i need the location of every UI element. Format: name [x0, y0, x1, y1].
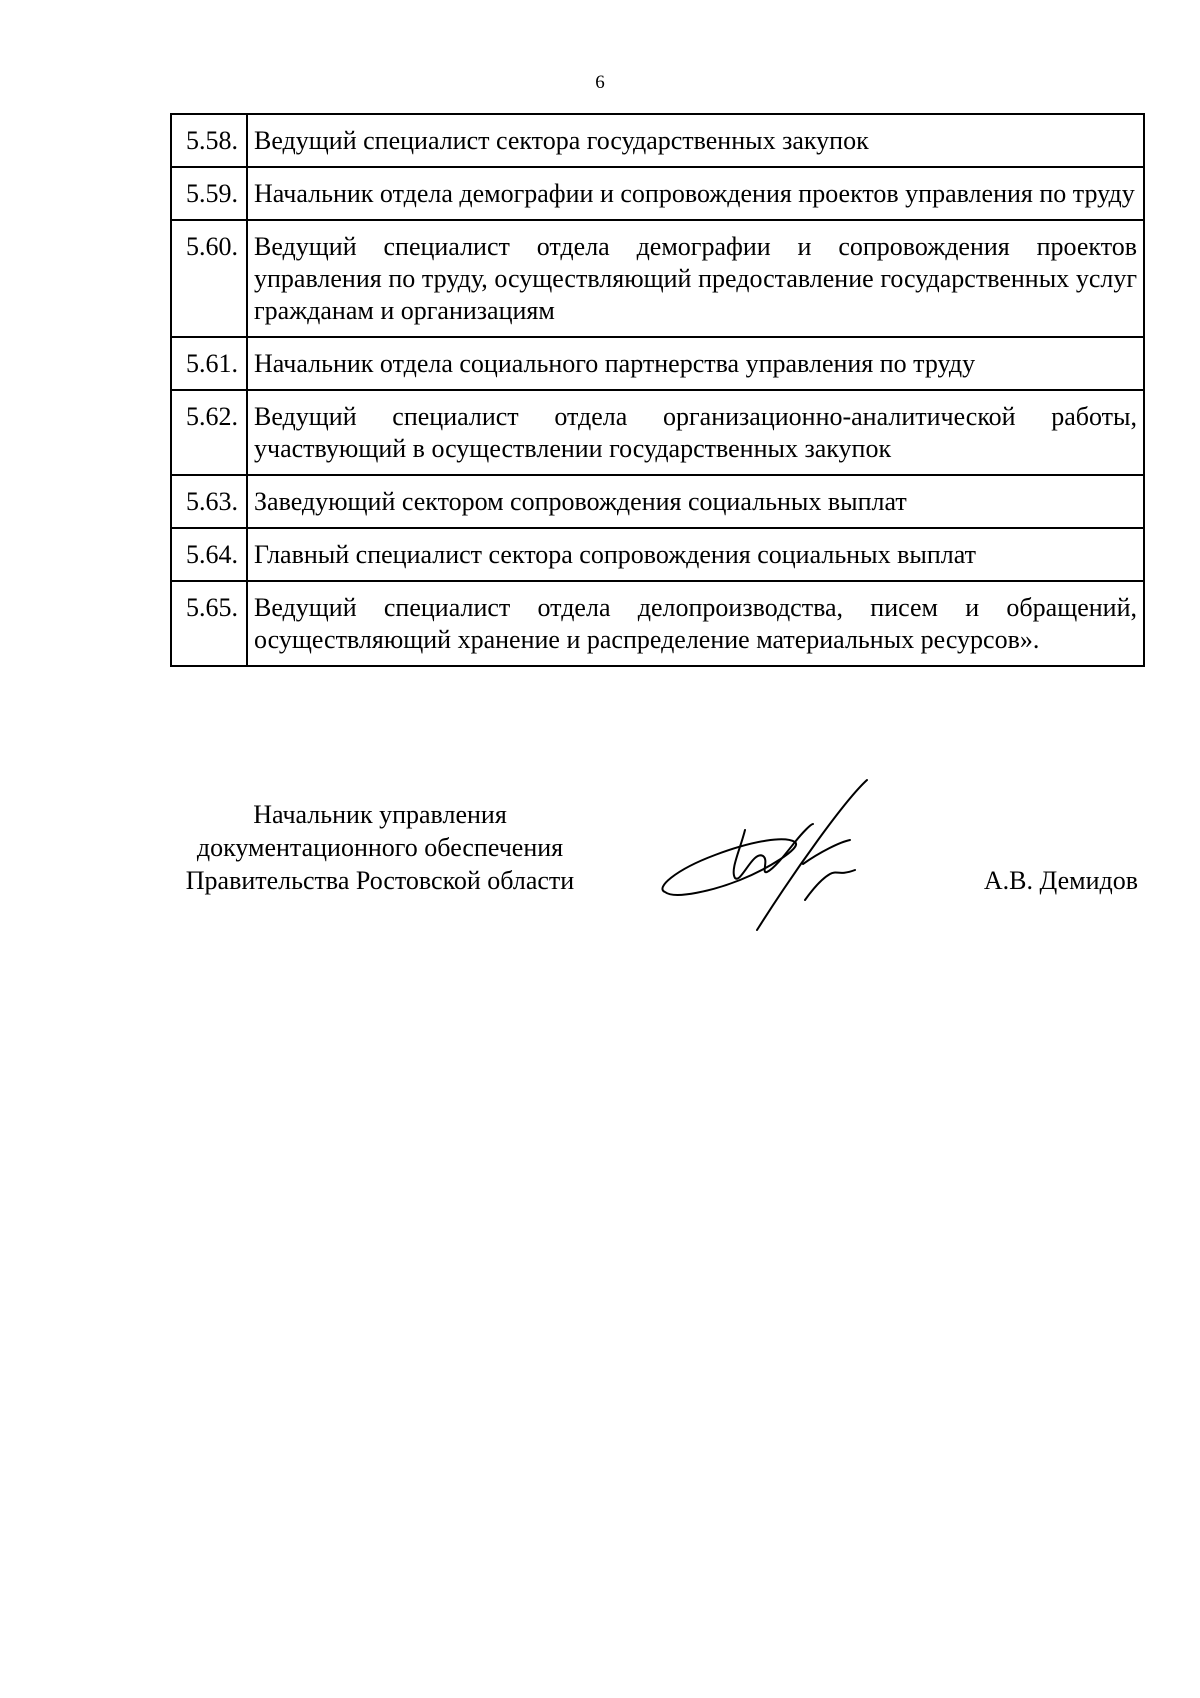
position-number: 5.59.	[171, 167, 247, 220]
position-number: 5.63.	[171, 475, 247, 528]
table-row	[171, 475, 1144, 528]
signatory-line: документационного обеспечения	[196, 833, 564, 862]
position-number: 5.61.	[171, 337, 247, 390]
position-title: Заведующий сектором сопровождения социальных выплат	[247, 475, 1144, 528]
handwritten-signature-icon	[645, 770, 935, 940]
table-row	[171, 528, 1144, 581]
position-number: 5.60.	[171, 220, 247, 337]
position-number: 5.64.	[171, 528, 247, 581]
table-row	[171, 581, 1144, 666]
position-title: Начальник отдела социального партнерства управления по труду	[247, 337, 1144, 390]
signatory-position	[160, 798, 600, 897]
table-row	[171, 220, 1144, 337]
position-title: Ведущий специалист сектора государственных закупок	[247, 114, 1144, 167]
position-number: 5.65.	[171, 581, 247, 666]
positions-table	[170, 113, 1145, 667]
page-number: 6	[595, 72, 605, 93]
position-title: Ведущий специалист отдела демографии и сопровождения проектов управления по труду, осуществляющий предоставление государственных услуг гражданам и организациям	[247, 220, 1144, 337]
table-row	[171, 337, 1144, 390]
position-title: Ведущий специалист отдела организационно-аналитической работы, участвующий в осуществлении государственных закупок	[247, 390, 1144, 475]
signatory-line: Правительства Ростовской области	[185, 866, 575, 895]
position-title: Ведущий специалист отдела делопроизводства, писем и обращений, осуществляющий хранение и распределение материальных ресурсов».	[247, 581, 1144, 666]
table-row	[171, 390, 1144, 475]
signer-name: А.В. Демидов	[983, 866, 1138, 895]
table-row	[171, 114, 1144, 167]
position-number: 5.62.	[171, 390, 247, 475]
position-title: Главный специалист сектора сопровождения социальных выплат	[247, 528, 1144, 581]
signatory-line: Начальник управления	[253, 800, 507, 829]
position-number: 5.58.	[171, 114, 247, 167]
position-title: Начальник отдела демографии и сопровождения проектов управления по труду	[247, 167, 1144, 220]
table-row	[171, 167, 1144, 220]
